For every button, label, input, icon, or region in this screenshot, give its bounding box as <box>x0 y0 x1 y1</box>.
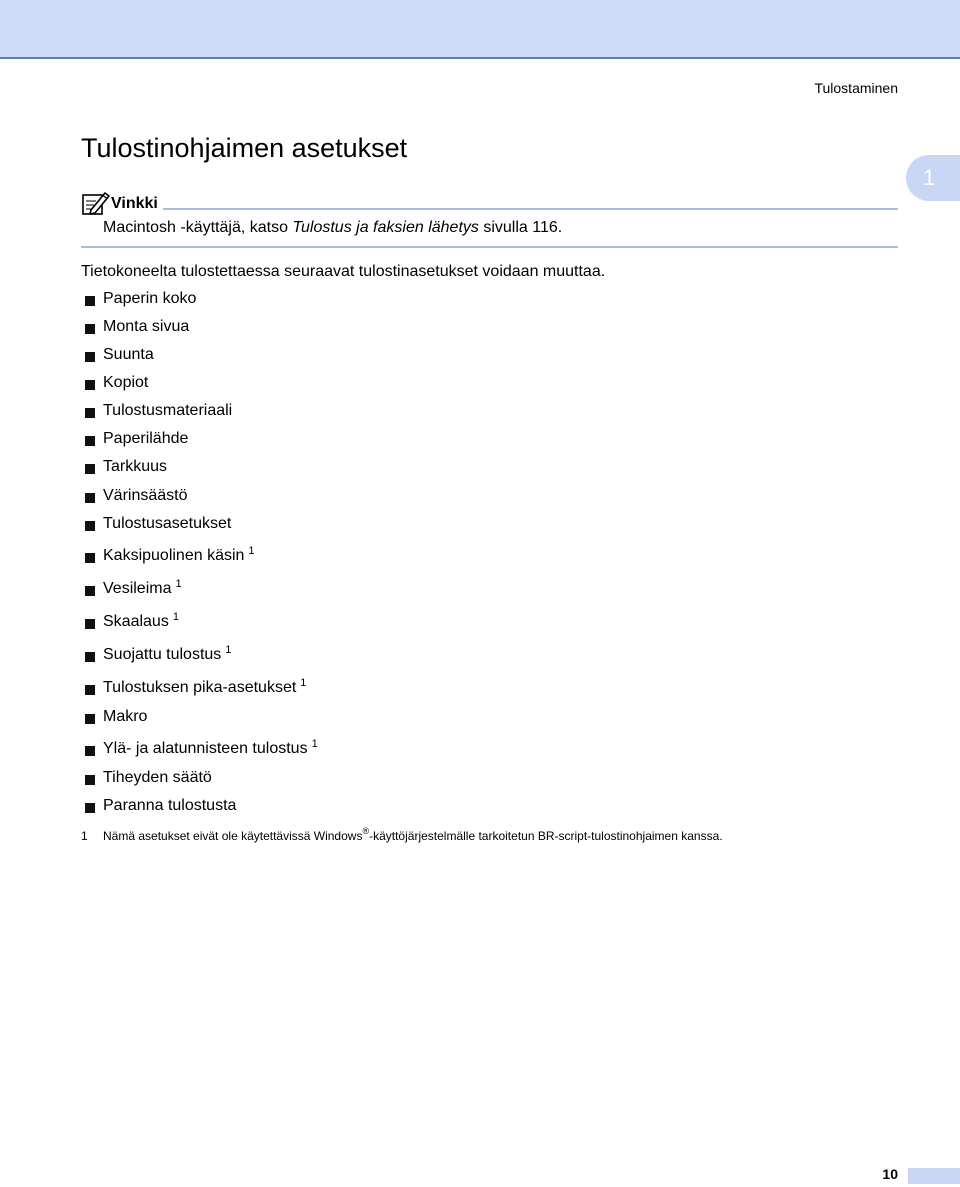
note-text <box>103 219 562 237</box>
footnote-text <box>103 826 723 843</box>
square-bullet-icon <box>85 352 95 362</box>
settings-item-text <box>103 708 147 726</box>
settings-item-text <box>103 430 188 448</box>
square-bullet-icon <box>85 619 95 629</box>
square-bullet-icon <box>85 652 95 662</box>
square-bullet-icon <box>85 553 95 563</box>
square-bullet-icon <box>85 380 95 390</box>
settings-item-text <box>103 613 179 631</box>
settings-item-label: Kaksipuolinen käsin <box>103 547 245 564</box>
settings-item-label: Paperin koko <box>103 290 197 307</box>
settings-item-label: Suunta <box>103 346 154 363</box>
settings-item-text <box>103 740 318 758</box>
settings-item-text <box>103 318 189 336</box>
settings-item-text <box>103 646 231 664</box>
settings-item-label: Monta sivua <box>103 318 190 335</box>
settings-item-text <box>103 580 182 598</box>
settings-item-text <box>103 547 255 565</box>
footnote-text-before: Nämä asetukset eivät ole käytettävissä Windows <box>103 829 363 843</box>
settings-item-label: Ylä- ja alatunnisteen tulostus <box>103 740 308 757</box>
footnote-reference: 1 <box>311 738 318 750</box>
page-number: 10 <box>882 1166 898 1182</box>
square-bullet-icon <box>85 586 95 596</box>
settings-item-label: Tulostuksen pika-asetukset <box>103 679 297 696</box>
settings-item-text <box>103 374 148 392</box>
footnote-reference: 1 <box>172 611 179 623</box>
note-label: Vinkki <box>111 195 158 212</box>
settings-item-label: Tulostusasetukset <box>103 515 232 532</box>
settings-item-label: Paperilähde <box>103 430 189 447</box>
settings-item-label: Paranna tulostusta <box>103 797 237 814</box>
settings-item-label: Tarkkuus <box>103 458 168 475</box>
settings-item-text <box>103 515 231 533</box>
settings-item-text <box>103 290 196 308</box>
note-text-before: Macintosh -käyttäjä, katso <box>103 219 293 236</box>
settings-item-label: Suojattu tulostus <box>103 646 222 663</box>
square-bullet-icon <box>85 803 95 813</box>
settings-item-text <box>103 797 236 815</box>
note-bottom-rule <box>81 246 898 248</box>
page-number-band <box>908 1168 960 1184</box>
footnote-text-after: -käyttöjärjestelmälle tarkoitetun BR-script-tulostinohjaimen kanssa. <box>369 829 723 843</box>
settings-item-text <box>103 769 212 787</box>
note-top-rule <box>163 208 898 210</box>
settings-item-label: Skaalaus <box>103 613 169 630</box>
note-reference-link[interactable]: Tulostus ja faksien lähetys <box>292 219 479 236</box>
footnote-reference: 1 <box>175 578 182 590</box>
chapter-tab <box>906 155 960 201</box>
pencil-note-icon <box>81 190 111 216</box>
square-bullet-icon <box>85 685 95 695</box>
settings-item-label: Värinsäästö <box>103 487 188 504</box>
registered-mark: ® <box>362 826 370 836</box>
square-bullet-icon <box>85 408 95 418</box>
settings-item-label: Tiheyden säätö <box>103 769 212 786</box>
square-bullet-icon <box>85 714 95 724</box>
top-band <box>0 0 960 59</box>
square-bullet-icon <box>85 464 95 474</box>
square-bullet-icon <box>85 493 95 503</box>
square-bullet-icon <box>85 775 95 785</box>
settings-item-text <box>103 458 167 476</box>
footnote-reference: 1 <box>225 644 232 656</box>
settings-item-label: Vesileima <box>103 580 172 597</box>
square-bullet-icon <box>85 521 95 531</box>
square-bullet-icon <box>85 436 95 446</box>
settings-item-label: Makro <box>103 708 148 725</box>
square-bullet-icon <box>85 324 95 334</box>
footnote-reference: 1 <box>248 545 255 557</box>
running-head: Tulostaminen <box>814 80 898 96</box>
settings-item-text <box>103 487 188 505</box>
note-text-after: sivulla 116. <box>478 219 563 236</box>
settings-item-text <box>103 402 232 420</box>
note-header <box>81 190 898 216</box>
square-bullet-icon <box>85 296 95 306</box>
chapter-number: 1 <box>923 165 936 190</box>
settings-item-text <box>103 346 154 364</box>
square-bullet-icon <box>85 746 95 756</box>
footnote-mark: 1 <box>81 829 88 843</box>
settings-item-label: Tulostusmateriaali <box>103 402 233 419</box>
footnote-reference: 1 <box>300 677 307 689</box>
settings-item-label: Kopiot <box>103 374 149 391</box>
page-title: Tulostinohjaimen asetukset <box>81 133 408 163</box>
settings-item-text <box>103 679 306 697</box>
intro-paragraph: Tietokoneelta tulostettaessa seuraavat tulostinasetukset voidaan muuttaa. <box>81 263 606 280</box>
